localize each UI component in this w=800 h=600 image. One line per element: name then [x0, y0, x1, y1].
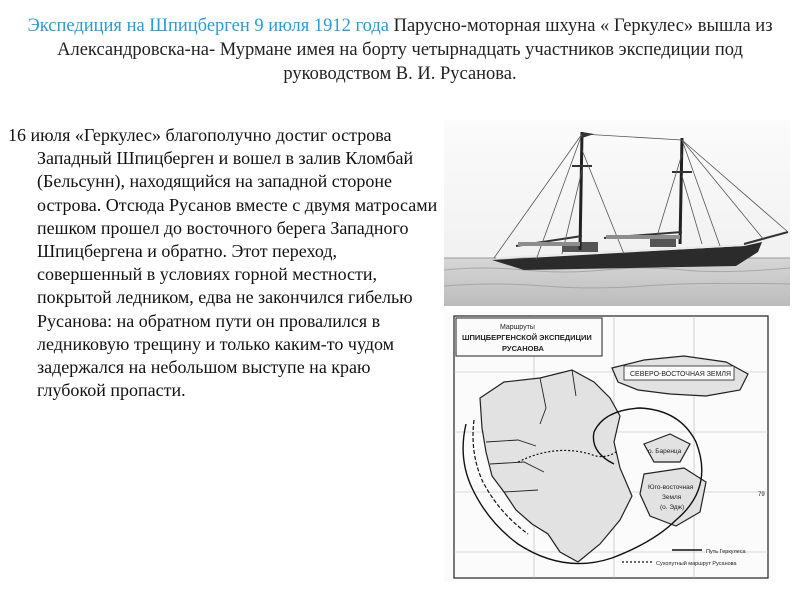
- map-label-northeast: СЕВЕРО-ВОСТОЧНАЯ ЗЕМЛЯ: [630, 371, 732, 378]
- schooner-photo: [444, 120, 790, 306]
- map-legend-ship: Путь Геркулеса: [706, 549, 746, 555]
- expedition-map: [444, 312, 776, 582]
- map-label-southeast-3: (о. Эдж): [660, 504, 685, 511]
- map-lon-label: 79: [758, 492, 765, 498]
- map-title-1: Маршруты: [500, 324, 535, 331]
- map-title-3: РУСАНОВА: [502, 344, 544, 353]
- map-label-southeast-1: Юго-восточная: [648, 484, 694, 491]
- body-paragraph: 16 июля «Геркулес» благополучно достиг острова Западный Шпицберген и вошел в залив Кломбай (Бельсунн), находящийся на западной стороне острова. Отсюда Русанов вместе с двумя матросами пешком прошел до восточного берега Западного Шпицбергена и обратно. Этот переход, совершенный в условиях горной местности, покрытой ледником, едва не закончился гибелью Русанова: на обратном пути он провалился в ледниковую трещину и только каким-то чудом задержался на небольшом выступе на краю глубокой пропасти.: [8, 125, 438, 401]
- map-title-2: ШПИЦБЕРГЕНСКОЙ ЭКСПЕДИЦИИ: [462, 333, 592, 342]
- map-label-barents: о. Баренца: [648, 448, 682, 455]
- map-legend-land: Сухопутный маршрут Русанова: [656, 561, 737, 567]
- slide-title: [20, 14, 780, 86]
- title-accent: Экспедиция на Шпицберген 9 июля 1912 года: [27, 16, 389, 36]
- title-rest: Парусно-моторная шхуна « Геркулес» вышла из Александровска-на- Мурмане имея на борту четырнадцать участников экспедиции под руководством В. И. Русанова.: [57, 16, 773, 84]
- body-text: [8, 124, 440, 402]
- map-label-southeast-2: Земля: [662, 494, 682, 501]
